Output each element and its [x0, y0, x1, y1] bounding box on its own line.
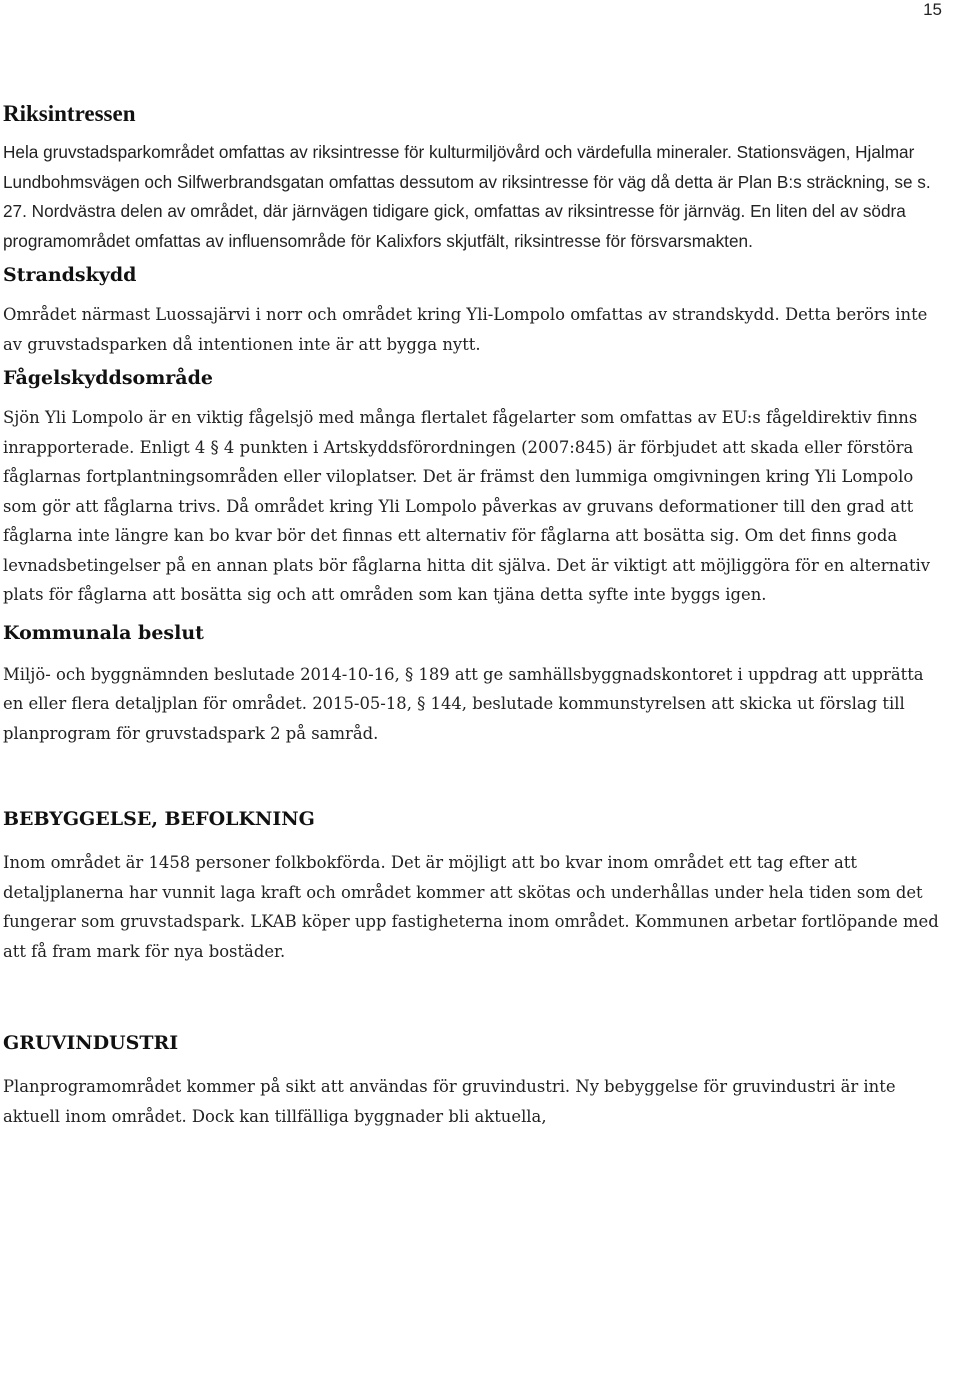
paragraph-gruvindustri: Planprogramområdet kommer på sikt att användas för gruvindustri. Ny bebyggelse för gruvindustri är inte aktuell inom området. Dock kan tillfälliga byggnader bli aktuella,: [3, 1077, 896, 1126]
section-gruvindustri: [3, 1028, 943, 1131]
heading-bebyggelse: BEBYGGELSE, BEFOLKNING: [3, 808, 315, 830]
section-strandskydd: [3, 260, 943, 359]
heading-fagelskyddsomrade: Fågelskyddsområde: [3, 367, 213, 389]
section-fagelskyddsomrade: [3, 363, 943, 610]
heading-kommunala-beslut: Kommunala beslut: [3, 621, 204, 644]
paragraph-riksintressen: [3, 138, 943, 256]
section-riksintressen: [3, 96, 943, 256]
heading-gruvindustri: GRUVINDUSTRI: [3, 1032, 179, 1054]
paragraph-riksintressen-part1: Hela gruvstadsparkområdet omfattas av riksintresse för kulturmiljövård och värdefulla mineraler. Stationsvägen, Hjalmar Lundbohmsvägen och Silfwerbrandsgatan omfattas dessutom av riksintresse för väg då detta är Plan B:s sträckning, se s. 27. Nordvästra delen av området, där järnvägen tidigare gick, omfattas av riksintresse för järnväg.: [3, 142, 931, 221]
paragraph-bebyggelse: Inom området är 1458 personer folkbokförda. Det är möjligt att bo kvar inom området ett tag efter att detaljplanerna har vunnit laga kraft och området kommer att skötas och underhållas under hela tiden som det fungerar som gruvstadspark. LKAB köper upp fastigheterna inom området. Kommunen arbetar fortlöpande med att få fram mark för nya bostäder.: [3, 853, 939, 961]
document-body: [3, 96, 943, 1131]
section-bebyggelse: [3, 804, 943, 966]
heading-riksintressen: Riksintressen: [3, 101, 136, 126]
page-number: 15: [923, 0, 942, 19]
paragraph-fagelskyddsomrade: Sjön Yli Lompolo är en viktig fågelsjö med många flertalet fågelarter som omfattas av EU:s fågeldirektiv finns inrapporterade. Enligt 4 § 4 punkten i Artskyddsförordningen (2007:845) är förbjudet att skada eller förstöra fåglarnas fortplantningsområden eller viloplatser. Det är främst den lummiga omgivningen kring Yli Lompolo som gör att fåglarna trivs. Då området kring Yli Lompolo påverkas av gruvans deformationer till den grad att fåglarna inte längre kan bo kvar bör det finnas ett alternativ för fåglarna att bosätta sig. Om det finns goda levnadsbetingelser på en annan plats bör fåglarna hitta dit själva. Det är viktigt att möjliggöra för en alternativ plats för fåglarna att bosätta sig och att områden som kan tjäna detta syfte inte byggs igen.: [3, 408, 931, 604]
paragraph-strandskydd: Området närmast Luossajärvi i norr och området kring Yli-Lompolo omfattas av strandskydd. Detta berörs inte av gruvstadsparken då intentionen inte är att bygga nytt.: [3, 305, 928, 354]
paragraph-kommunala-beslut: Miljö- och byggnämnden beslutade 2014-10-16, § 189 att ge samhällsbyggnadskontoret i uppdrag att upprätta en eller flera detaljplan för området. 2015-05-18, § 144, beslutade kommunstyrelsen att skicka ut förslag till planprogram för gruvstadspark 2 på samråd.: [3, 664, 924, 743]
paragraph-riksintressen-part2: En liten del av södra programområdet omfattas av influensområde för Kalixfors skjutfält, riksintresse för försvarsmakten.: [3, 201, 906, 251]
heading-strandskydd: Strandskydd: [3, 264, 137, 286]
section-kommunala-beslut: [3, 618, 943, 749]
